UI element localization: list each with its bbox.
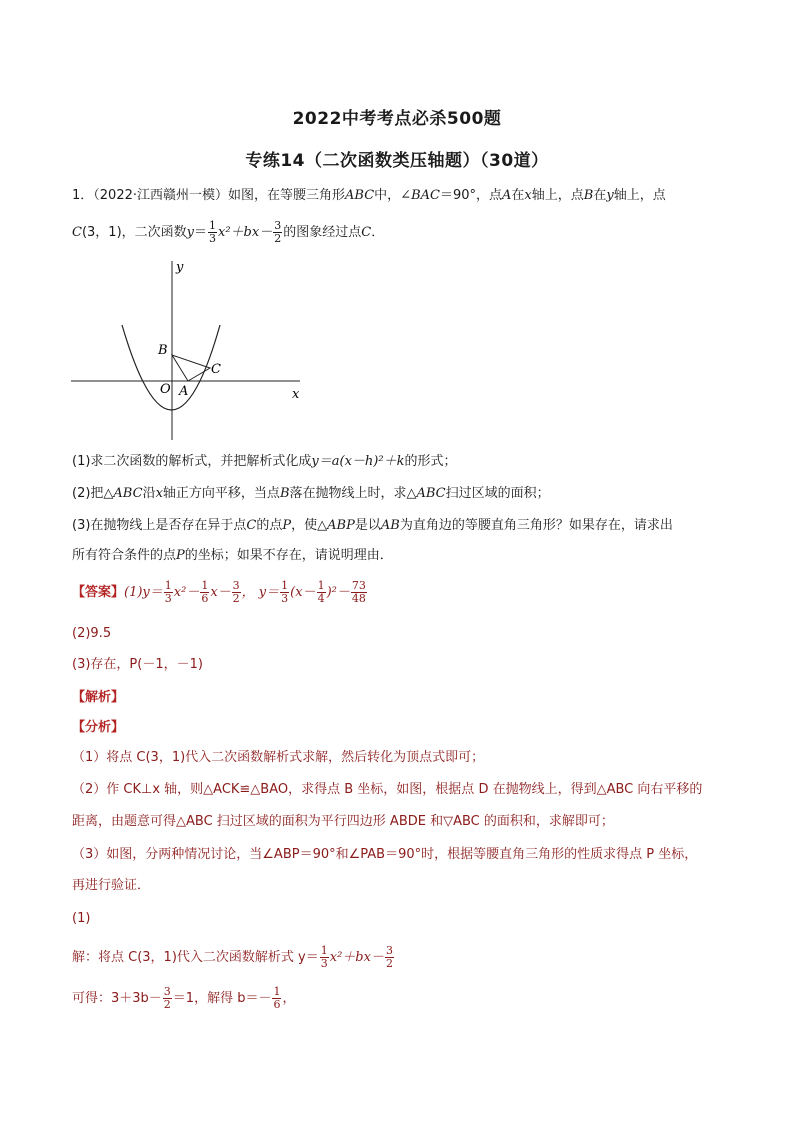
- question-text: (3)在抛物线上是否存在异于点: [72, 518, 247, 533]
- stem-text: 轴上，点: [613, 188, 666, 203]
- problem-number: 1．: [72, 188, 94, 203]
- analysis-para-3-line1: （3）如图，分两种情况讨论，当∠ABP＝90°和∠PAB＝90°时，根据等腰直角三角形的性质求得点 P 坐标，: [72, 847, 698, 862]
- analysis-para-2-line2: 距离，由题意可得△ABC 扫过区域的面积为平行四边形 ABDE 和▽ABC 的面积和，求解即可；: [72, 814, 614, 829]
- question-var: ABP: [327, 518, 355, 533]
- question-var: C: [246, 518, 257, 533]
- question-1: [72, 453, 456, 471]
- solution-text: ＝1，解得 b＝－: [172, 991, 272, 1006]
- stem-text: ＝: [194, 225, 208, 240]
- question-text: 轴正方向平移，当点: [162, 486, 280, 501]
- question-var: P: [282, 518, 292, 533]
- document-title: 2022中考考点必杀500题: [292, 109, 502, 129]
- answer-text: x－: [210, 585, 231, 600]
- answer-text: x²－: [173, 585, 200, 600]
- point-b-label: B: [158, 343, 168, 358]
- fraction: $\frac{3}{2}$: [163, 985, 171, 1011]
- fraction: $\frac{1}{3}$: [164, 579, 172, 605]
- question-text: 是以: [354, 518, 381, 533]
- parabola-figure: [68, 255, 308, 445]
- fraction: $\frac{1}{6}$: [273, 985, 281, 1011]
- question-text: 为直角边的等腰直角三角形？如果存在，请求出: [399, 518, 673, 533]
- stem-var: ABC: [345, 188, 375, 203]
- fraction: $\frac{3}{2}$: [385, 944, 393, 970]
- problem-stem-line1: [72, 187, 666, 205]
- question-text: 沿: [142, 486, 156, 501]
- question-var: P: [176, 548, 185, 563]
- question-text: 的形式；: [404, 454, 457, 469]
- fraction: $\frac{1}{3}$: [209, 219, 217, 245]
- answer-text: (1)y＝: [124, 585, 163, 600]
- analysis-para-1: （1）将点 C(3，1)代入二次函数解析式求解，然后转化为顶点式即可；: [72, 750, 485, 765]
- fraction: $\frac{73}{48}$: [351, 579, 366, 605]
- stem-text: 在: [511, 188, 525, 203]
- problem-stem-line2: [72, 220, 384, 245]
- stem-var: y: [606, 188, 614, 203]
- question-var: ABC: [416, 486, 446, 501]
- answer-line-1: [72, 580, 368, 605]
- point-a-label: A: [179, 384, 189, 399]
- fraction: $\frac{1}{6}$: [201, 579, 209, 605]
- question-var: AB: [380, 518, 400, 533]
- answer-text: (x－: [290, 585, 316, 600]
- document-subtitle: 专练14（二次函数类压轴题）（30道）: [245, 151, 549, 171]
- answer-tag: 【答案】: [72, 585, 125, 600]
- solution-part-label: (1): [72, 911, 91, 926]
- stem-text: 轴上，点: [531, 188, 584, 203]
- solution-line-1: [72, 945, 395, 970]
- question-var: B: [279, 486, 290, 501]
- stem-text: ＝90°，点: [439, 188, 502, 203]
- question-text: (2)把△: [72, 486, 114, 501]
- analysis-para-3-line2: 再进行验证．: [72, 878, 151, 893]
- answer-text: )²－: [326, 585, 350, 600]
- stem-var: B: [583, 188, 594, 203]
- y-axis-label: y: [176, 260, 184, 275]
- origin-label: O: [160, 382, 171, 397]
- fraction: $\frac{1}{4}$: [317, 579, 325, 605]
- stem-var: ∠BAC: [400, 188, 440, 203]
- question-text: 扫过区域的面积；: [445, 486, 550, 501]
- analysis-para-2-line1: （2）作 CK⊥x 轴，则△ACK≌△BAO，求得点 B 坐标，如图，根据点 D 在抛物线上，得到△ABC 向右平移的: [72, 782, 703, 797]
- stem-var: x: [524, 188, 532, 203]
- solution-text: 可得：3＋3b－: [72, 991, 162, 1006]
- x-axis-label: x: [292, 387, 300, 402]
- stem-text: (3，1)，二次函数: [81, 225, 187, 240]
- solution-text: 解：将点 C(3，1)代入二次函数解析式 y＝: [72, 950, 319, 965]
- question-text: 落在抛物线上时，求△: [289, 486, 417, 501]
- answer-line-3: (3)存在，P(－1，－1): [72, 657, 203, 672]
- fraction: $\frac{1}{3}$: [320, 944, 328, 970]
- question-2: [72, 485, 550, 503]
- question-var: ABC: [113, 486, 143, 501]
- fraction: $\frac{1}{3}$: [281, 579, 289, 605]
- stem-var: C: [361, 225, 372, 240]
- stem-var: C: [72, 225, 82, 240]
- stem-var: y: [186, 225, 194, 240]
- question-var: x: [155, 486, 163, 501]
- stem-var: x²＋bx－: [218, 225, 273, 240]
- stem-text: 中，: [374, 188, 401, 203]
- parabola-curve: [122, 325, 220, 410]
- fenxi-tag: 【分析】: [72, 720, 125, 735]
- question-text: 的点: [256, 518, 283, 533]
- stem-text: 的图象经过点: [283, 225, 362, 240]
- solution-line-2: [72, 986, 295, 1011]
- question-text: 所有符合条件的点: [72, 548, 177, 563]
- question-text: (1)求二次函数的解析式，并把解析式化成: [72, 454, 312, 469]
- stem-text: 如图，在等腰三角形: [228, 188, 346, 203]
- point-c-label: C: [211, 362, 221, 377]
- answer-line-2: (2)9.5: [72, 626, 112, 641]
- analysis-tag: 【解析】: [72, 690, 125, 705]
- fraction: $\frac{3}{2}$: [232, 579, 240, 605]
- question-text: ，使△: [291, 518, 328, 533]
- stem-var: A: [502, 188, 512, 203]
- stem-text: 在: [593, 188, 607, 203]
- question-text: 的坐标；如果不存在，请说明理由．: [184, 548, 393, 563]
- stem-text: ．: [371, 225, 385, 240]
- answer-text: ， y＝: [241, 585, 280, 600]
- question-var: y＝a(x－h)²＋k: [311, 454, 405, 469]
- problem-source: （2022·江西赣州一模）: [93, 188, 228, 203]
- solution-text: ，: [282, 991, 296, 1006]
- question-3-line1: [72, 517, 673, 535]
- solution-text: x²＋bx－: [329, 950, 384, 965]
- triangle-abc: [172, 355, 210, 381]
- fraction: $\frac{3}{2}$: [274, 219, 282, 245]
- question-3-line2: [72, 547, 393, 565]
